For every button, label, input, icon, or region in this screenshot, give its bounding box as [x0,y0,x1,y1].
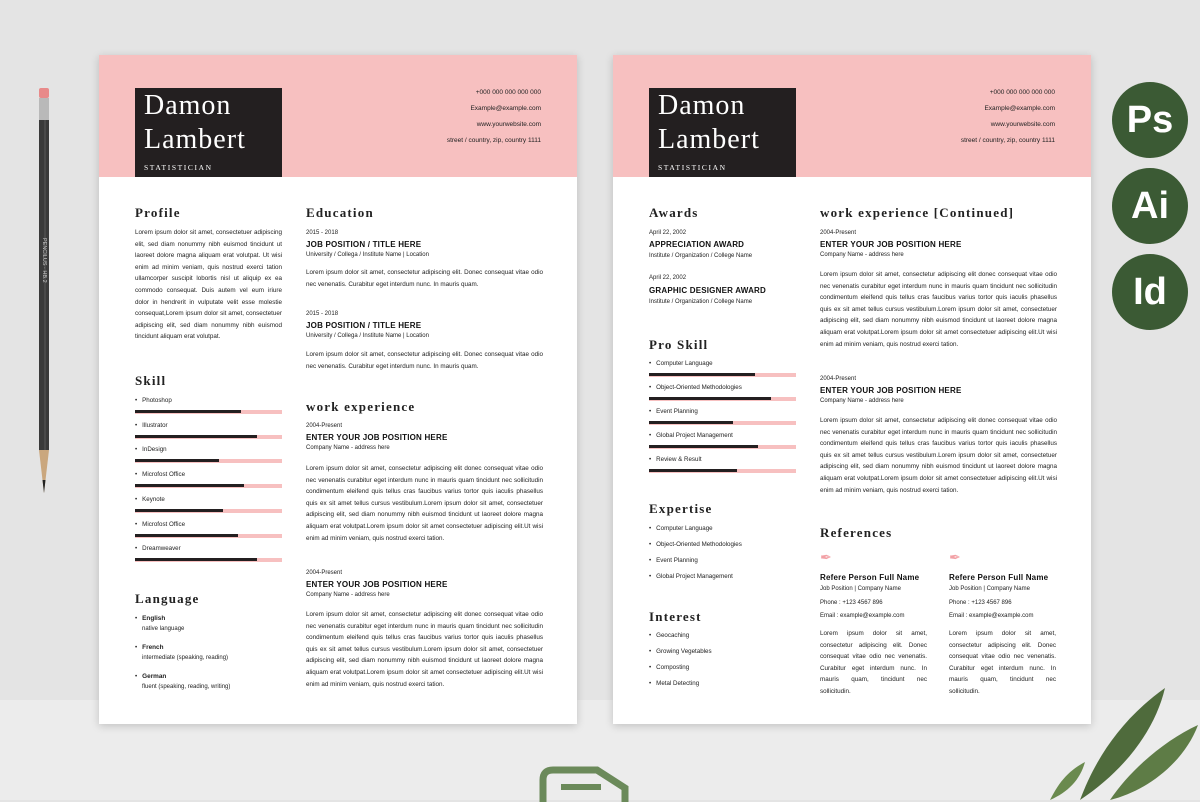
award-org: Institute / Organization / College Name [649,299,753,305]
language-name: English [142,615,166,622]
skill-bar [135,410,282,414]
skill-bar [135,459,282,463]
skill-bar-fill [649,469,737,472]
feather-icon: ✒ [820,549,832,565]
skill-bar-fill [135,410,241,413]
resume-page-1 [99,55,577,724]
contact-info [447,85,541,149]
skill-bar-fill [649,397,771,400]
language-german [135,673,166,680]
education-org: University / Collega / Institute Name | Location [306,333,429,339]
address: street / country, zip, country 1111 [960,137,1055,144]
work-company: Company Name - address here [306,592,390,598]
language-english [135,615,165,622]
reference-email: Email : example@example.com [820,613,905,619]
education-org: University / Collega / Institute Name | Location [306,252,429,258]
skill-label: • Computer Language [649,360,713,367]
work-company: Company Name - address here [306,445,390,451]
photoshop-badge-icon: Ps [1112,82,1188,158]
award-title: GRAPHIC DESIGNER AWARD [649,286,767,295]
work-date: 2004-Present [306,423,343,429]
language-level: intermediate (speaking, reading) [142,655,229,661]
skill-bar-fill [135,435,257,438]
work-text: Lorem ipsum dolor sit amet, consectetur adipiscing elit donec consequat vitae odio nec venenatis curabitur eget interdum nunc in mauris quam tincidunt nec sollicitudin condimentum eleifend quis tellus cras faucibus varius tortor quis iaculis phasellus quis ex sit amet tellus cursus vestibulum.Lorem ipsum dolor sit amet, consectetuer adipiscing elit, sed diam nonummy nibh euismod tincidunt ut laoreet dolore magna aliquam erat volutpat.Lorem ipsum dolor sit amet consectetuer adipiscing elit.Ut wisi enim ad minim veniam, quis nostrud exerci tation. [306,611,543,688]
phone: +000 000 000 000 000 [475,89,541,96]
work-heading: work experience [306,399,416,414]
education-date: 2015 - 2018 [306,311,339,317]
website: www.yourwebsite.com [476,121,541,128]
skill-bar [135,435,282,439]
work-title: ENTER YOUR JOB POSITION HERE [306,580,448,589]
contact-info [961,85,1055,149]
reference-position: Job Position | Company Name [949,586,1030,592]
work-title: ENTER YOUR JOB POSITION HERE [820,240,962,249]
skill-bar [135,558,282,562]
expertise-item: • Global Project Management [649,573,733,580]
reference-position: Job Position | Company Name [820,586,901,592]
work-continued-heading: work experience [Continued] [820,205,1015,220]
name-last: Lambert [658,124,760,155]
illustrator-badge-icon: Ai [1112,168,1188,244]
work-text: Lorem ipsum dolor sit amet, consectetur adipiscing elit donec consequat vitae odio nec venenatis curabitur eget interdum nunc in mauris quam tincidunt nec sollicitudin condimentum eleifend quis tellus cras faucibus varius tortor quis iaculis phasellus quis ex sit amet tellus cursus vestibulum.Lorem ipsum dolor sit amet, consectetuer adipiscing elit, sed diam nonummy nibh euismod tincidunt ut laoreet dolore magna aliquam erat volutpat.Lorem ipsum dolor sit amet consectetuer adipiscing elit.Ut wisi enim ad minim veniam, quis nostrud exerci tation. [820,417,1057,494]
education-title: JOB POSITION / TITLE HERE [306,321,422,330]
skill-bar-fill [135,459,219,462]
language-name: French [142,644,164,651]
references-heading: References [820,525,893,540]
education-text: Lorem ipsum dolor sit amet, consectetur adipiscing elit. Donec consequat vitae odio nec venenatis. Curabitur eget interdum nunc. In mauris quam. [306,269,543,288]
work-text: Lorem ipsum dolor sit amet, consectetur adipiscing elit donec consequat vitae odio nec venenatis curabitur eget interdum nunc in mauris quam tincidunt nec sollicitudin condimentum eleifend quis tellus cras faucibus varius tortor quis iaculis phasellus quis ex sit amet tellus cursus vestibulum.Lorem ipsum dolor sit amet, consectetuer adipiscing elit, sed diam nonummy nibh euismod tincidunt ut laoreet dolore magna aliquam erat volutpat.Lorem ipsum dolor sit amet consectetuer adipiscing elit.Ut wisi enim ad minim veniam, quis nostrud exerci tation. [820,271,1057,348]
address: street / country, zip, country 1111 [446,137,541,144]
education-heading: Education [306,205,374,220]
skill-bar-fill [649,373,755,376]
award-date: April 22, 2002 [649,275,687,281]
education-title: JOB POSITION / TITLE HERE [306,240,422,249]
award-date: April 22, 2002 [649,230,687,236]
expertise-item: • Computer Language [649,525,713,532]
skill-label: • Keynote [135,496,165,503]
skill-label: • InDesign [135,446,167,453]
reference-text: Lorem ipsum dolor sit amet, consectetur adipiscing elit. Donec consequat vitae odio nec venenatis. Curabitur eget interdum nunc. In mauris quam, tincidunt nec sollicitudin. [820,630,927,695]
pencil-icon [36,88,52,498]
reference-phone: Phone : +123 4567 896 [949,600,1012,606]
interest-item: • Growing Vegetables [649,648,712,655]
language-level: native language [142,626,185,632]
plant-leaves-icon [1040,680,1200,800]
skill-label: • Global Project Management [649,432,733,439]
profile-heading: Profile [135,205,181,220]
profile-text: Lorem ipsum dolor sit amet, consectetuer adipiscing elit, sed diam nonummy nibh euismod tincidunt ut laoreet dolore magna aliquam erat volutpat. Ut wisi enim ad minim veniam, quis nostrud exerci tation ullamcorper suscipit lobortis nisl ut aliquip ex ea commodo consequat. Duis autem vel eum iriure dolor in hendrerit in vulputate velit esse molestie consequat,Lorem ipsum dolor sit amet, consectetuer adipiscing elit, sed diam nonummy nibh euismod tincidunt aliquam erat volutpat. [135,229,282,341]
interest-heading: Interest [649,609,702,624]
education-text: Lorem ipsum dolor sit amet, consectetur adipiscing elit. Donec consequat vitae odio nec venenatis. Curabitur eget interdum nunc. In mauris quam. [306,351,543,370]
interest-item: • Metal Detecting [649,680,699,687]
award-org: Institute / Organization / College Name [649,253,753,259]
reference-phone: Phone : +123 4567 896 [820,600,883,606]
skill-bar [649,373,796,377]
skill-label: • Event Planning [649,408,698,415]
website: www.yourwebsite.com [990,121,1055,128]
skill-bar [649,421,796,425]
language-heading: Language [135,591,200,606]
pencil-label: PENCILUS · HB.2 [41,238,47,283]
skill-bar [135,509,282,513]
work-text: Lorem ipsum dolor sit amet, consectetur adipiscing elit donec consequat vitae odio nec venenatis curabitur eget interdum nunc in mauris quam tincidunt nec sollicitudin condimentum eleifend quis tellus cras faucibus varius tortor quis iaculis phasellus quis ex sit amet tellus cursus vestibulum.Lorem ipsum dolor sit amet, consectetuer adipiscing elit, sed diam nonummy nibh euismod tincidunt ut laoreet dolore magna aliquam erat volutpat.Lorem ipsum dolor sit amet consectetuer adipiscing elit.Ut wisi enim ad minim veniam, quis nostrud exerci tation. [306,465,543,542]
feather-icon: ✒ [949,549,961,565]
work-date: 2004-Present [306,570,343,576]
name-block [649,88,796,177]
reference-text: Lorem ipsum dolor sit amet, consectetur adipiscing elit. Donec consequat vitae odio nec venenatis. Curabitur eget interdum nunc. In mauris quam, tincidunt nec sollicitudin. [949,630,1056,695]
skill-bar-fill [649,445,758,448]
skill-label: • Illustrator [135,422,168,429]
expertise-item: • Event Planning [649,557,698,564]
skill-bar-fill [135,558,257,561]
education-date: 2015 - 2018 [306,230,339,236]
skill-bar-fill [649,421,733,424]
skill-bar [649,397,796,401]
phone: +000 000 000 000 000 [989,89,1055,96]
work-company: Company Name - address here [820,398,904,404]
language-name: German [142,673,167,680]
skill-bar [135,484,282,488]
skill-bar-fill [135,534,238,537]
skill-label: • Dreamweaver [135,545,181,552]
skill-label: • Photoshop [135,397,172,404]
skill-bar [135,534,282,538]
work-company: Company Name - address here [820,252,904,258]
awards-heading: Awards [649,205,699,220]
email: Example@example.com [984,105,1055,112]
reference-name: Refere Person Full Name [949,573,1049,582]
skill-label: • Microfost Office [135,521,185,528]
award-title: APPRECIATION AWARD [649,240,745,249]
resume-page-2 [613,55,1091,724]
job-title: STATISTICIAN [658,163,727,172]
name-last: Lambert [144,124,246,155]
name-block [135,88,282,177]
work-title: ENTER YOUR JOB POSITION HERE [820,386,962,395]
job-title: STATISTICIAN [144,163,213,172]
name-first: Damon [658,90,746,121]
skill-label: • Microfost Office [135,471,185,478]
language-french [135,644,163,651]
expertise-item: • Object-Oriented Methodologies [649,541,742,548]
name-first: Damon [144,90,232,121]
proskill-heading: Pro Skill [649,337,709,352]
interest-item: • Geocaching [649,632,689,639]
skill-heading: Skill [135,373,167,388]
work-title: ENTER YOUR JOB POSITION HERE [306,433,448,442]
skill-label: • Object-Oriented Methodologies [649,384,742,391]
work-date: 2004-Present [820,376,857,382]
skill-bar [649,469,796,473]
work-date: 2004-Present [820,230,857,236]
email: Example@example.com [470,105,541,112]
reference-name: Refere Person Full Name [820,573,920,582]
printer-logo-icon [535,762,655,802]
skill-bar [649,445,796,449]
interest-item: • Composting [649,664,689,671]
indesign-badge-icon: Id [1112,254,1188,330]
skill-bar-fill [135,484,244,487]
expertise-heading: Expertise [649,501,713,516]
reference-email: Email : example@example.com [949,613,1034,619]
skill-label: • Review & Result [649,456,702,463]
skill-bar-fill [135,509,223,512]
language-level: fluent (speaking, reading, writing) [142,684,231,690]
